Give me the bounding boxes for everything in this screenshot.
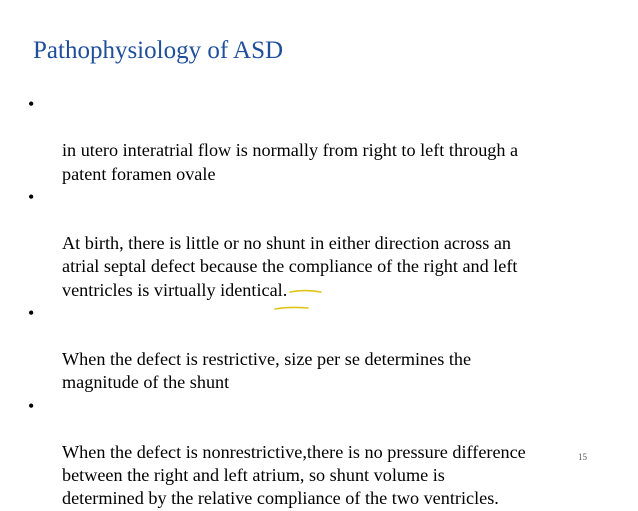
ink-annotation <box>272 282 324 316</box>
bullet-item <box>28 93 608 186</box>
bullet-icon: • <box>28 186 35 207</box>
bullet-text: At birth, there is little or no shunt in either direction across an atrial septal defect because the compliance of the right and left ventricles is virtually identical. <box>62 233 518 300</box>
ink-underline-upper <box>290 291 321 293</box>
slide-title: Pathophysiology of ASD <box>33 37 284 64</box>
bullet-item <box>28 395 608 511</box>
ink-underline-lower <box>275 307 308 309</box>
page-number: 15 <box>578 452 587 462</box>
bullet-text: When the defect is restrictive, size per se determines the magnitude of the shunt <box>62 349 472 393</box>
bullet-icon: • <box>28 302 35 323</box>
bullet-icon: • <box>28 94 35 114</box>
bullet-text: in utero interatrial flow is normally from right to left through a patent foramen ovale <box>62 140 519 184</box>
bullet-icon: • <box>28 395 35 416</box>
bullet-text: When the defect is nonrestrictive,there is no pressure difference between the right and left atrium, so shunt volume is determined by the relative compliance of the two ventricles. <box>62 442 526 509</box>
